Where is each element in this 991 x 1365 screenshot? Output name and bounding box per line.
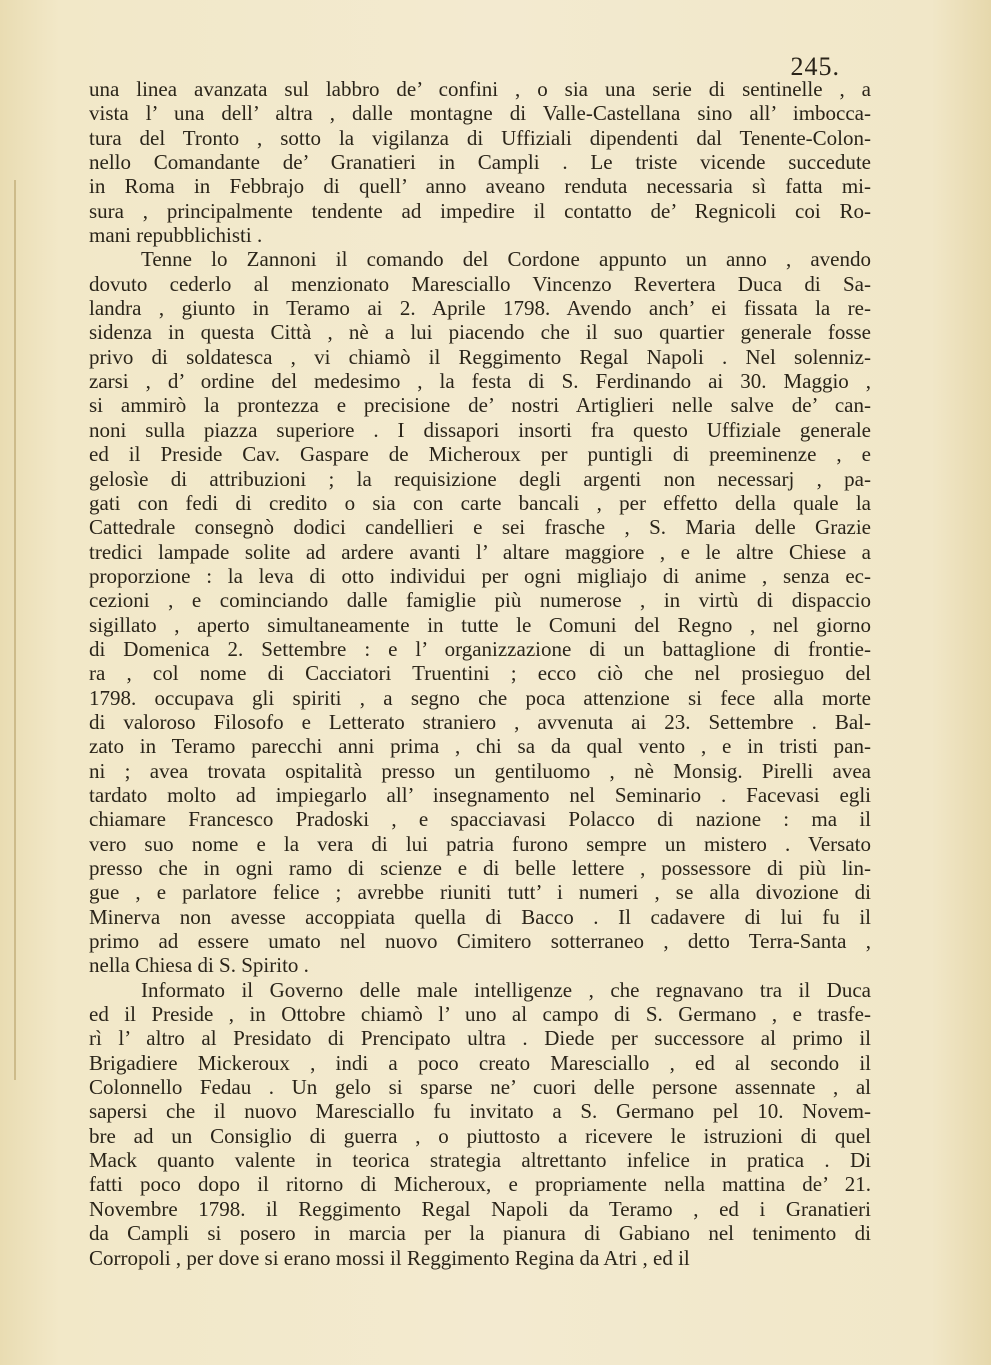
text-line: tredici lampade solite ad ardere avanti l’ altare maggiore , e le altre Chiese a xyxy=(89,539,871,564)
text-line: zarsi , d’ ordine del medesimo , la festa di S. Ferdinando ai 30. Maggio , xyxy=(89,369,871,394)
body-text xyxy=(89,77,871,1270)
text-line: sura , principalmente tendente ad impedire il contatto de’ Regnicoli coi Ro- xyxy=(89,198,871,223)
text-line: una linea avanzata sul labbro de’ confini , o sia una serie di sentinelle , a xyxy=(89,77,871,101)
text-line: Brigadiere Mickeroux , indi a poco creato Maresciallo , ed al secondo il xyxy=(89,1050,871,1075)
text-line: gelosìe di attribuzioni ; la requisizione degli argenti non necessarj , pa- xyxy=(89,466,871,491)
text-line: tardato molto ad impiegarlo all’ insegnamento nel Seminario . Facevasi egli xyxy=(89,782,871,807)
text-line: tura del Tronto , sotto la vigilanza di Uffiziali dipendenti dal Tenente-Colon- xyxy=(89,125,871,150)
text-line: cezioni , e cominciando dalle famiglie più numerose , in virtù di dispaccio xyxy=(89,588,871,613)
text-line: Mack quanto valente in teorica strategia altrettanto infelice in pratica . Di xyxy=(89,1148,871,1173)
text-line: Minerva non avesse accoppiata quella di Bacco . Il cadavere di lui fu il xyxy=(89,904,871,929)
text-line: dovuto cederlo al menzionato Maresciallo Vincenzo Revertera Duca di Sa- xyxy=(89,271,871,296)
text-line: ed il Preside , in Ottobre chiamò l’ uno al campo di S. Germano , e trasfe- xyxy=(89,1002,871,1027)
text-line: vero suo nome e la vera di lui patria furono sempre un mistero . Versato xyxy=(89,831,871,856)
text-line: Tenne lo Zannoni il comando del Cordone appunto un anno , avendo xyxy=(141,247,871,272)
text-line: sapersi che il nuovo Maresciallo fu invitato a S. Germano pel 10. Novem- xyxy=(89,1099,871,1124)
text-line: fatti poco dopo il ritorno di Micheroux, e propriamente nella mattina de’ 21. xyxy=(89,1172,871,1197)
text-line: Corropoli , per dove si erano mossi il Reggimento Regina da Atri , ed il xyxy=(89,1245,690,1270)
text-line: rì l’ altro al Presidato di Prencipato ultra . Diede per successore al primo il xyxy=(89,1026,871,1051)
text-line: gati con fedi di credito o sia con carte bancali , per effetto della quale la xyxy=(89,490,871,515)
text-line: ra , col nome di Cacciatori Truentini ; ecco ciò che nel prosieguo del xyxy=(89,661,871,686)
text-line: Colonnello Fedau . Un gelo si sparse ne’ cuori delle persone assennate , al xyxy=(89,1075,871,1100)
page-number: 245. xyxy=(790,52,840,81)
text-line: si ammirò la prontezza e precisione de’ nostri Artiglieri nelle salve de’ can- xyxy=(89,393,871,418)
text-line: di valoroso Filosofo e Letterato straniero , avvenuta ai 23. Settembre . Bal- xyxy=(89,709,871,734)
text-line: sigillato , aperto simultaneamente in tutte le Comuni del Regno , nel giorno xyxy=(89,612,871,637)
text-line: privo di soldatesca , vi chiamò il Reggimento Regal Napoli . Nel solenniz- xyxy=(89,344,871,369)
text-line: Cattedrale consegnò dodici candellieri e sei frasche , S. Maria delle Grazie xyxy=(89,515,871,540)
text-line: ni ; avea trovata ospitalità presso un gentiluomo , nè Monsig. Pirelli avea xyxy=(89,758,871,783)
text-line: Informato il Governo delle male intelligenze , che regnavano tra il Duca xyxy=(141,977,871,1002)
text-line: in Roma in Febbrajo di quell’ anno aveano renduta necessaria sì fatta mi- xyxy=(89,174,871,199)
text-line: primo ad essere umato nel nuovo Cimitero sotterraneo , detto Terra-Santa , xyxy=(89,929,871,954)
text-line: vista l’ una dell’ altra , dalle montagne di Valle-Castellana sino all’ imbocca- xyxy=(89,101,871,126)
text-line: da Campli si posero in marcia per la pianura di Gabiano nel tenimento di xyxy=(89,1221,871,1246)
text-line: noni sulla piazza superiore . I dissapori insorti fra questo Uffiziale generale xyxy=(89,417,871,442)
text-line: bre ad un Consiglio di guerra , o piuttosto a ricevere le istruzioni di quel xyxy=(89,1123,871,1148)
page-shadow-left xyxy=(14,180,16,1080)
text-line: Novembre 1798. il Reggimento Regal Napoli da Teramo , ed i Granatieri xyxy=(89,1196,871,1221)
text-line: presso che in ogni ramo di scienze e di belle lettere , possessore di più lin- xyxy=(89,856,871,880)
text-line: ed il Preside Cav. Gaspare de Micheroux per puntigli di preeminenze , e xyxy=(89,442,871,467)
text-line: di Domenica 2. Settembre : e l’ organizzazione di un battaglione di frontie- xyxy=(89,636,871,661)
text-line: nella Chiesa di S. Spirito . xyxy=(89,953,309,978)
text-line: landra , giunto in Teramo ai 2. Aprile 1798. Avendo anch’ ei fissata la re- xyxy=(89,296,871,321)
text-line: chiamare Francesco Pradoski , e spacciavasi Polacco di nazione : ma il xyxy=(89,807,871,832)
text-line: proporzione : la leva di otto individui per ogni migliajo di anime , senza ec- xyxy=(89,563,871,588)
text-line: sidenza in questa Città , nè a lui piacendo che il suo quartier generale fosse xyxy=(89,320,871,345)
text-line: mani repubblichisti . xyxy=(89,223,263,248)
text-line: zato in Teramo parecchi anni prima , chi sa da qual vento , e in tristi pan- xyxy=(89,734,871,759)
text-line: gue , e parlatore felice ; avrebbe riuniti tutt’ i numeri , se alla divozione di xyxy=(89,880,871,905)
text-line: nello Comandante de’ Granatieri in Campli . Le triste vicende succedute xyxy=(89,150,871,175)
text-line: 1798. occupava gli spiriti , a segno che poca attenzione si fece alla morte xyxy=(89,685,871,710)
